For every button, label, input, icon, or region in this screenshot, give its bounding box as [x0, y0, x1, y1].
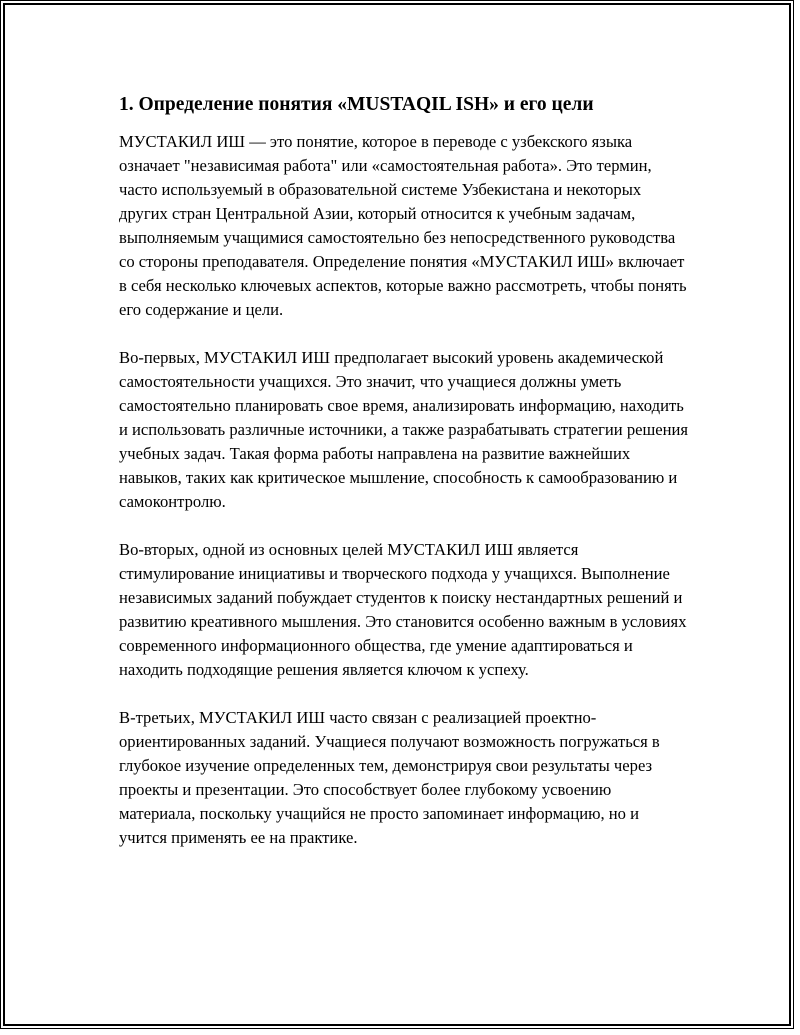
paragraph-second-point: Во-вторых, одной из основных целей МУСТАКИЛ ИШ является стимулирование инициативы и творческого подхода у учащихся. Выполнение независимых заданий побуждает студентов к поиску нестандартных решений и развитию креативного мышления. Это становится особенно важным в условиях современного информационного общества, где умение адаптироваться и находить подходящие решения является ключом к успеху. — [119, 540, 687, 679]
paragraph-third-point: В-третьих, МУСТАКИЛ ИШ часто связан с реализацией проектно-ориентированных заданий. Учащиеся получают возможность погружаться в глубокое изучение определенных тем, демонстрируя свои результаты через проекты и презентации. Это способствует более глубокому усвоению материала, поскольку учащийся не просто запоминает информацию, но и учится применять ее на практике. — [119, 708, 660, 847]
paragraph-first-point: Во-первых, МУСТАКИЛ ИШ предполагает высокий уровень академической самостоятельности учащихся. Это значит, что учащиеся должны уметь самостоятельно планировать свое время, анализировать информацию, находить и использовать различные источники, а также разрабатывать стратегии решения учебных задач. Такая форма работы направлена на развитие важнейших навыков, таких как критическое мышление, способность к самообразованию и самоконтролю. — [119, 348, 689, 511]
paragraph-definition: МУСТАКИЛ ИШ — это понятие, которое в переводе с узбекского языка означает "независимая работа" или «самостоятельная работа». Это термин, часто используемый в образовательной системе Узбекистана и некоторых других стран Центральной Азии, который относится к учебным задачам, выполняемым учащимися самостоятельно без непосредственного руководства со стороны преподавателя. Определение понятия «МУСТАКИЛ ИШ» включает в себя несколько ключевых аспектов, которые важно рассмотреть, чтобы понять его содержание и цели. — [119, 132, 687, 319]
section-heading: 1. Определение понятия «MUSTAQIL ISH» и его цели — [119, 94, 594, 115]
document-body — [119, 92, 689, 874]
